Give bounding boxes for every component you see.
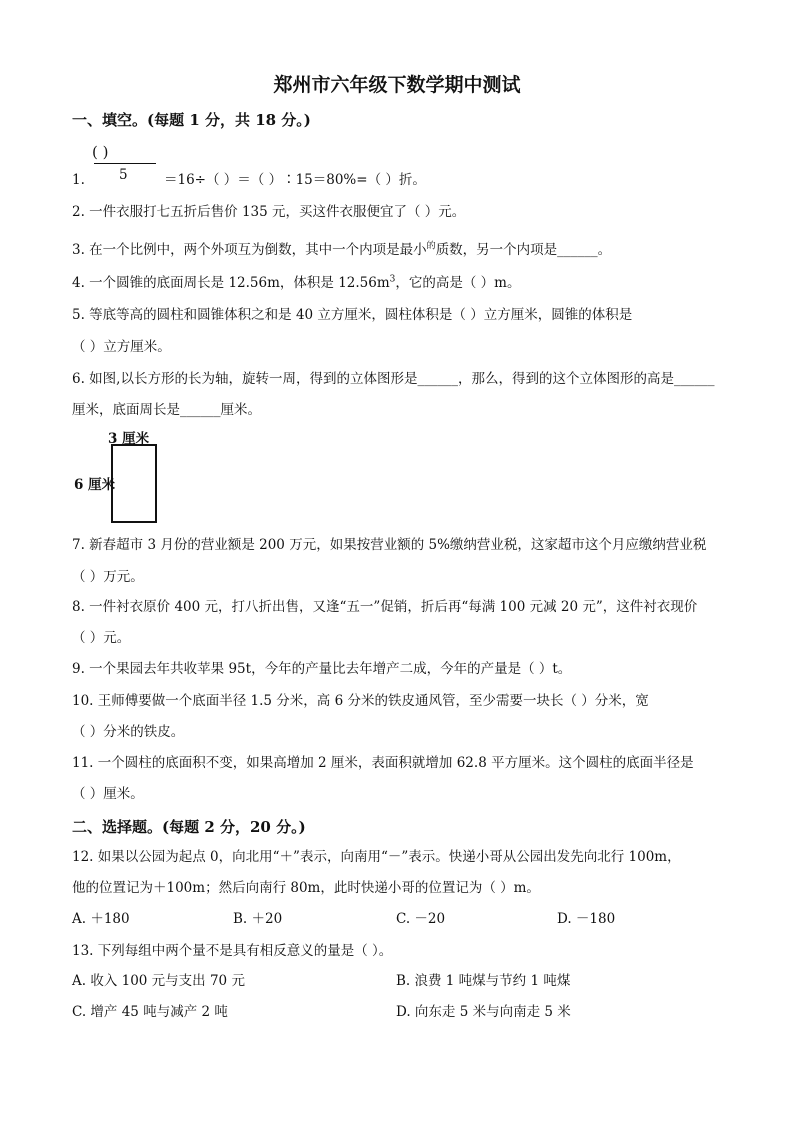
section-heading-fill-blank: 一、填空。(每题 1 分，共 18 分。) <box>72 111 311 129</box>
option-d: D. －180 <box>557 911 616 927</box>
question-8-line-1: 8. 一件衬衣原价 400 元，打八折出售，又逢“五一”促销，折后再“每满 100 元减 20 元”，这件衬衣现价 <box>72 599 698 615</box>
rectangle-height-label: 6 厘米 <box>74 477 116 493</box>
cubic-superscript: 3 <box>389 274 396 285</box>
fraction-bar <box>94 163 156 164</box>
question-3 <box>72 241 611 259</box>
question-12-line-1: 12. 如果以公园为起点 0，向北用“＋”表示，向南用“－”表示。快递小哥从公园出发先向北行 100m， <box>72 849 681 865</box>
option-a: A. 收入 100 元与支出 70 元 <box>72 973 245 989</box>
question-10-line-1: 10. 王师傅要做一个底面半径 1.5 分米，高 6 分米的铁皮通风管，至少需要一块长（ ）分米，宽 <box>72 693 649 709</box>
question-number: 1. <box>72 172 85 188</box>
section-heading-multiple-choice: 二、选择题。(每题 2 分，20 分。) <box>72 818 306 836</box>
fraction-numerator-blank: ( ) <box>92 143 109 161</box>
question-4 <box>72 274 520 292</box>
question-5-line-2: （ ）立方厘米。 <box>72 339 171 355</box>
question-10-line-2: （ ）分米的铁皮。 <box>72 724 185 740</box>
page-title: 郑州市六年级下数学期中测试 <box>273 74 521 96</box>
option-c: C. －20 <box>396 911 446 927</box>
question-11-line-2: （ ）厘米。 <box>72 786 144 802</box>
question-13: 13. 下列每组中两个量不是具有相反意义的量是（ ）。 <box>72 943 393 959</box>
question-1-text: ＝16÷（ ）＝（ ）∶15＝80%=（ ）折。 <box>164 172 426 188</box>
question-4-part-a: 4. 一个圆锥的底面周长是 12.56m，体积是 12.56m <box>72 275 390 291</box>
option-a: A. ＋180 <box>72 911 130 927</box>
fraction-denominator: 5 <box>119 167 128 183</box>
rectangle-figure <box>111 444 157 523</box>
option-d: D. 向东走 5 米与向南走 5 米 <box>396 1004 571 1020</box>
question-7-line-1: 7. 新春超市 3 月份的营业额是 200 万元，如果按营业额的 5%缴纳营业税，这家超市这个月应缴纳营业税 <box>72 537 707 553</box>
question-11-line-1: 11. 一个圆柱的底面积不变，如果高增加 2 厘米，表面积就增加 62.8 平方厘米。这个圆柱的底面半径是 <box>72 755 694 771</box>
question-5-line-1: 5. 等底等高的圆柱和圆锥体积之和是 40 立方厘米，圆柱体积是（ ）立方厘米，圆锥的体积是 <box>72 307 633 323</box>
question-6-line-2: 厘米，底面周长是______厘米。 <box>72 402 261 418</box>
question-8-line-2: （ ）元。 <box>72 630 131 646</box>
option-b: B. 浪费 1 吨煤与节约 1 吨煤 <box>396 973 571 989</box>
question-7-line-2: （ ）万元。 <box>72 569 144 585</box>
question-2: 2. 一件衣服打七五折后售价 135 元，买这件衣服便宜了（ ）元。 <box>72 204 466 220</box>
question-3-part-b: 质数，另一个内项是______。 <box>435 242 612 258</box>
question-3-superscript: 的 <box>426 241 436 252</box>
rectangle-width-label: 3 厘米 <box>108 431 150 447</box>
question-3-part-a: 3. 在一个比例中，两个外项互为倒数，其中一个内项是最小 <box>72 242 427 258</box>
question-12-line-2: 他的位置记为＋100m；然后向南行 80m，此时快递小哥的位置记为（ ）m。 <box>72 880 540 896</box>
question-9: 9. 一个果园去年共收苹果 95t，今年的产量比去年增产二成，今年的产量是（ ）t。 <box>72 661 572 677</box>
question-6-line-1: 6. 如图,以长方形的长为轴，旋转一周，得到的立体图形是______，那么，得到的这个立体图形的高是______ <box>72 371 715 387</box>
question-4-part-b: ，它的高是（ ）m。 <box>395 275 521 291</box>
option-c: C. 增产 45 吨与减产 2 吨 <box>72 1004 228 1020</box>
option-b: B. ＋20 <box>233 911 283 927</box>
